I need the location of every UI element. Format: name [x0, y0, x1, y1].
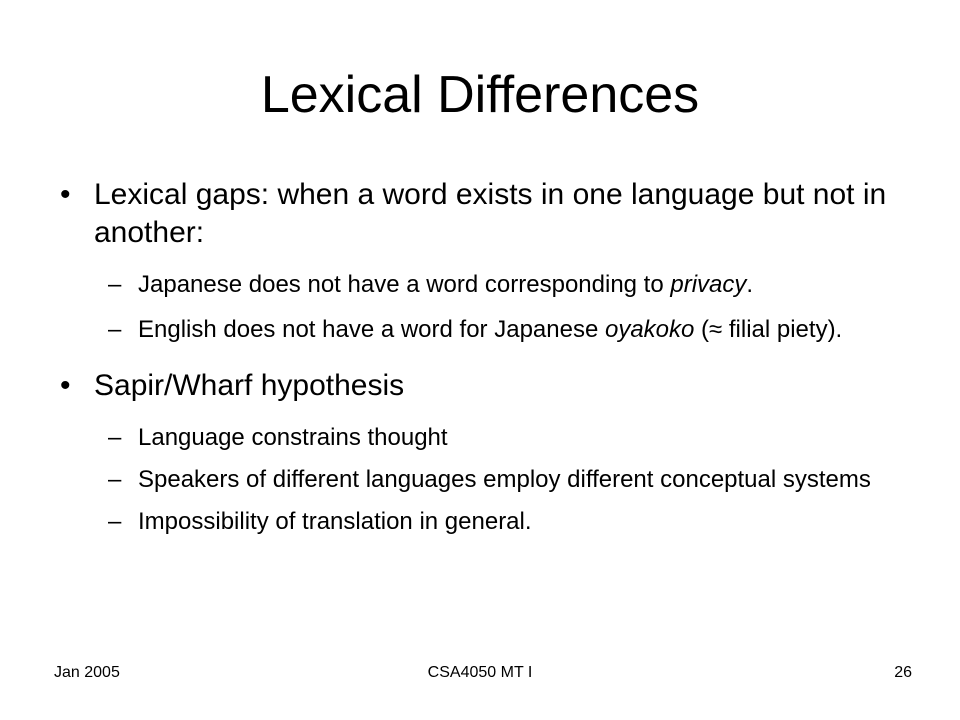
- sub-bullet-text: English does not have a word for Japanese: [138, 316, 605, 343]
- italic-term-oyakoko: oyakoko: [604, 316, 695, 343]
- sub-bullet-text: Language constrains thought: [138, 424, 448, 451]
- sub-bullet-conceptual-systems: [108, 463, 920, 497]
- dash-marker: –: [108, 466, 122, 493]
- dash-marker: –: [108, 271, 122, 298]
- bullet-marker: •: [60, 178, 71, 211]
- bullet-lexical-gaps: [60, 176, 920, 252]
- dash-marker: –: [108, 508, 122, 535]
- sub-bullet-japanese-privacy: [108, 268, 920, 302]
- bullet-sapir-wharf: [60, 367, 920, 405]
- bullet-text: Sapir/Wharf hypothesis: [94, 369, 405, 402]
- bullet-marker: •: [60, 369, 71, 402]
- sub-bullet-language-constrains: [108, 421, 920, 455]
- sub-bullet-text: Impossibility of translation in general.: [138, 508, 532, 535]
- bullet-text: Lexical gaps: when a word exists in one language but not in another:: [94, 178, 887, 249]
- slide-title: Lexical Differences: [260, 66, 700, 124]
- dash-marker: –: [108, 424, 122, 451]
- dash-marker: –: [108, 316, 122, 343]
- footer-course: CSA4050 MT I: [427, 664, 533, 681]
- footer-date: Jan 2005: [54, 664, 120, 681]
- sub-bullet-text: Japanese does not have a word corresponding to: [138, 271, 671, 298]
- italic-term-privacy: privacy: [670, 271, 747, 298]
- sub-bullet-text-end: (≈ filial piety).: [694, 316, 843, 343]
- slide-body: [60, 176, 920, 547]
- sub-bullet-text: Speakers of different languages employ different conceptual systems: [138, 466, 871, 493]
- footer-page-number: 26: [894, 664, 912, 681]
- sub-bullet-text-end: .: [746, 271, 754, 298]
- sub-bullet-impossibility: [108, 505, 920, 539]
- sub-bullet-english-oyakoko: [108, 313, 920, 347]
